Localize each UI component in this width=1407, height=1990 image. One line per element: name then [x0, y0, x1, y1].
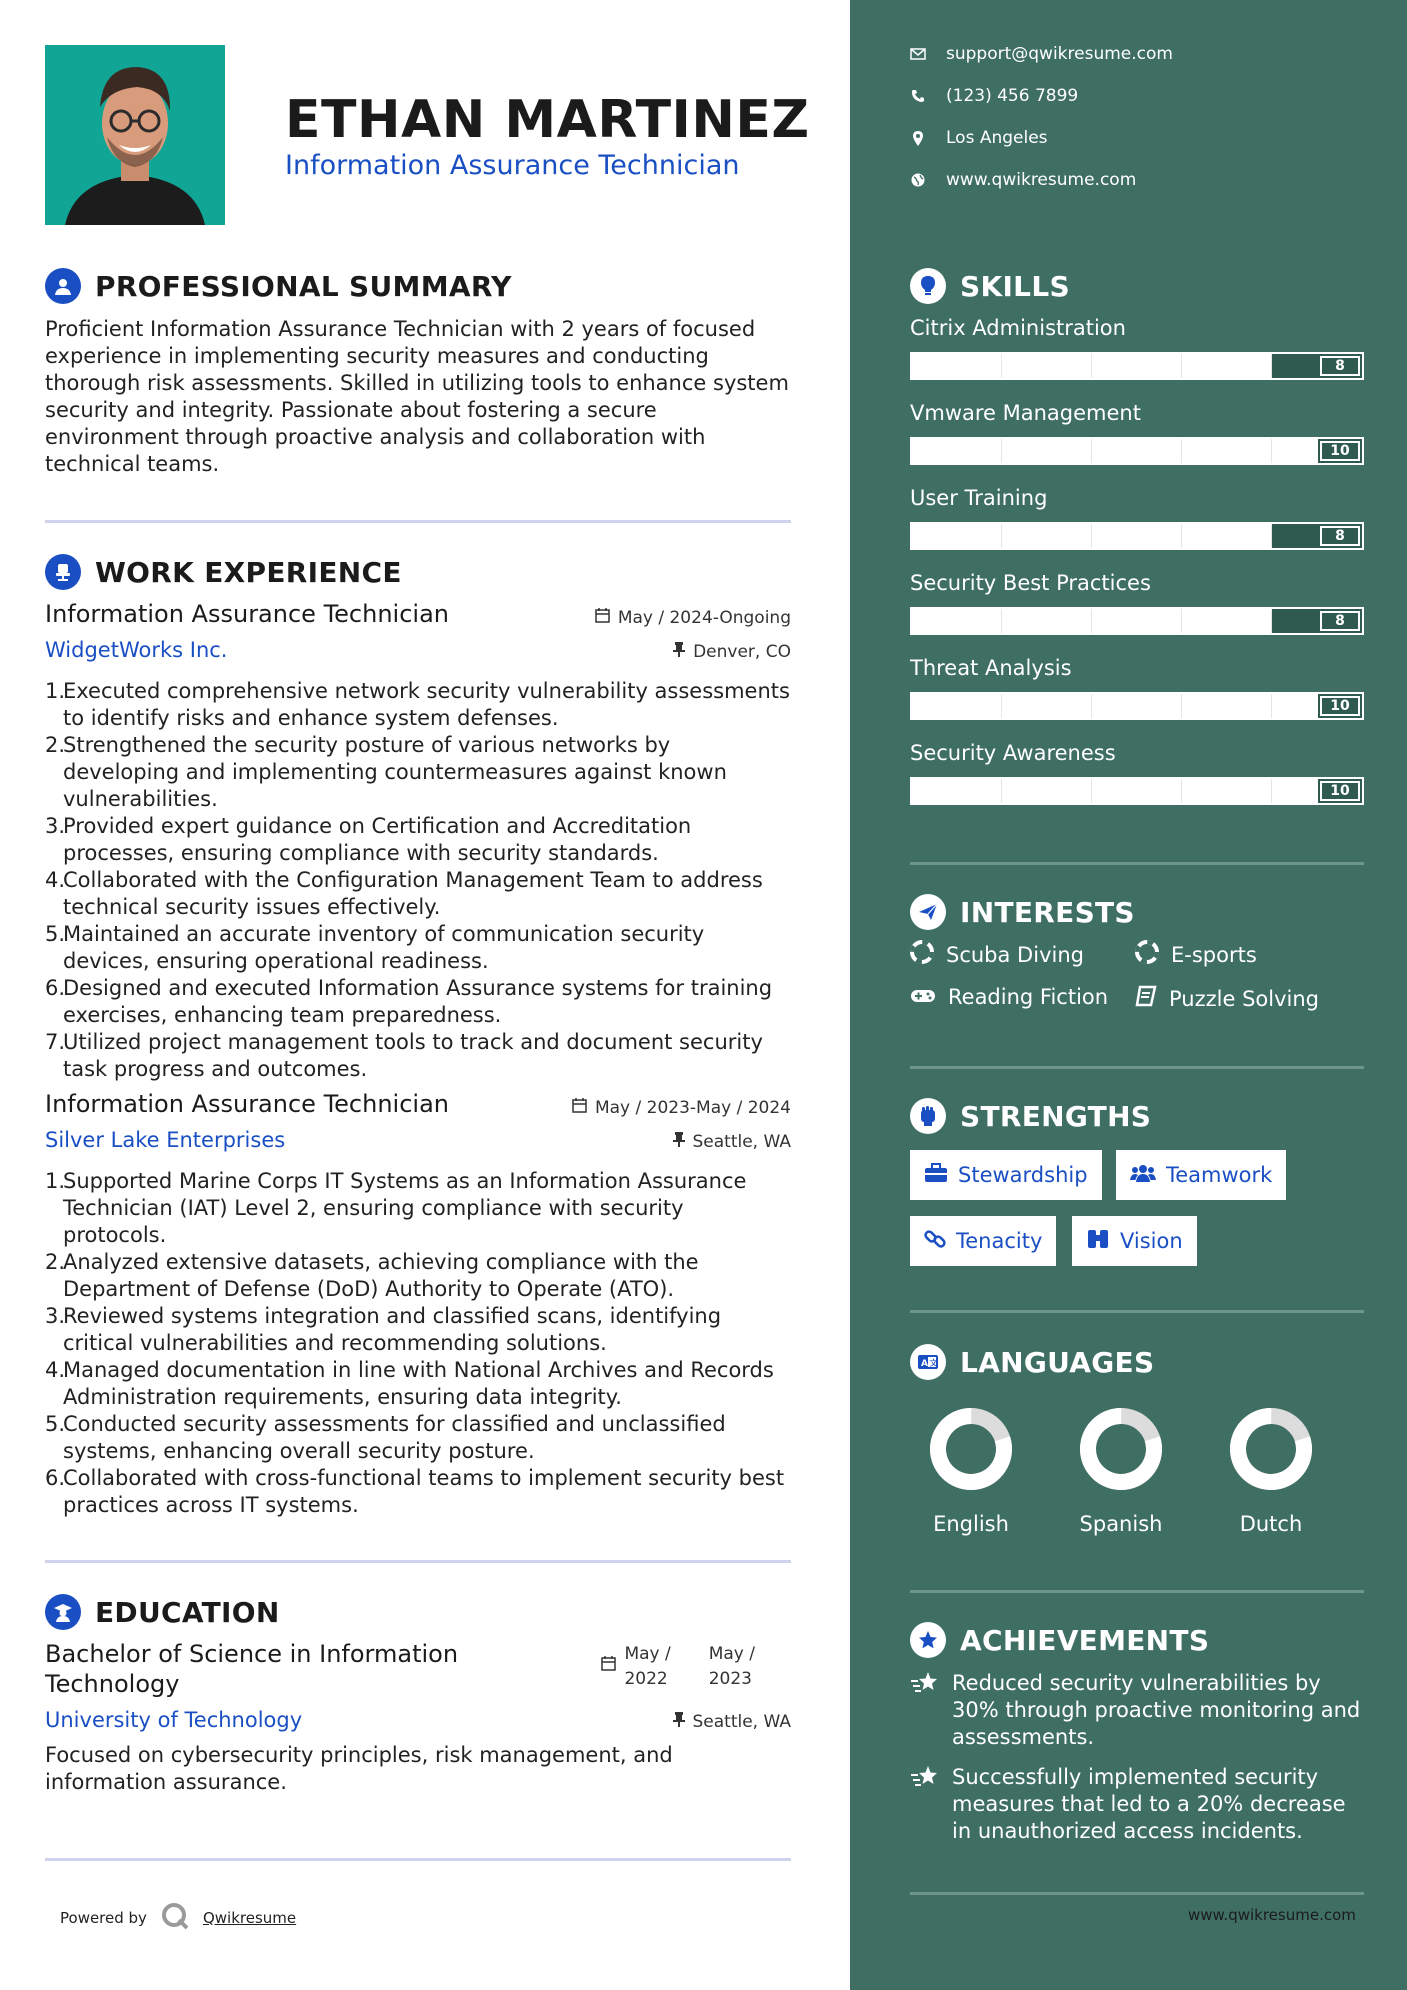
section-divider — [45, 1858, 791, 1861]
skill-level-bar — [910, 692, 1364, 720]
section-divider — [45, 520, 791, 523]
binoculars-icon — [1086, 1228, 1110, 1255]
summary-title: PROFESSIONAL SUMMARY — [95, 269, 512, 303]
lifebuoy-icon — [1135, 940, 1159, 969]
skill-item — [910, 656, 1364, 720]
skill-item — [910, 316, 1364, 380]
fist-icon — [910, 1098, 946, 1134]
lightbulb-icon — [910, 268, 946, 304]
skill-bar-segment — [1002, 779, 1092, 803]
skill-bar-segment — [1002, 609, 1092, 633]
strength-tag — [910, 1216, 1056, 1266]
bullet-text: Reviewed systems integration and classified scans, identifying critical vulnerabilities and recommending solutions. — [63, 1304, 722, 1355]
language-gauge-fill — [929, 1407, 1012, 1490]
contact-phone-text: (123) 456 7899 — [946, 86, 1079, 106]
paper-plane-icon — [910, 894, 946, 930]
skill-bar-segment — [912, 439, 1002, 463]
job-company: WidgetWorks Inc. — [45, 638, 228, 662]
job-bullets — [45, 678, 791, 1083]
skill-name: User Training — [910, 486, 1048, 510]
education-end-month: May / — [708, 1644, 755, 1664]
lifebuoy-icon — [910, 940, 934, 969]
skill-level-badge: 10 — [1320, 781, 1360, 801]
skill-level-bar — [910, 352, 1364, 380]
skill-bar-segment — [1092, 694, 1182, 718]
skill-bar-segment — [1092, 524, 1182, 548]
envelope-icon — [910, 46, 926, 62]
interests-heading — [910, 894, 1135, 930]
skill-bar-segment — [1002, 524, 1092, 548]
pin-icon — [673, 1132, 685, 1152]
education-title: EDUCATION — [95, 1595, 280, 1629]
education-heading — [45, 1594, 280, 1630]
candidate-name: ETHAN MARTINEZ — [285, 90, 810, 150]
bullet-item — [45, 813, 791, 867]
bullet-number: 3. — [45, 1304, 66, 1328]
education-location-text: Seattle, WA — [692, 1712, 791, 1732]
bullet-text: Managed documentation in line with National Archives and Records Administration requirements, ensuring data integrity. — [63, 1358, 774, 1409]
summary-text: Proficient Information Assurance Technician with 2 years of focused experience in implementing security measures and conducting thorough risk assessments. Skilled in utilizing tools to enhance system security and integrity. Passionate about fostering a secure environment through proactive analysis and collaboration with technical teams. — [45, 317, 789, 476]
skill-bar-segment — [1182, 694, 1272, 718]
job-bullets — [45, 1168, 791, 1519]
language-gauge — [1226, 1404, 1316, 1494]
bullet-text: Analyzed extensive datasets, achieving compliance with the Department of Defense (DoD) Authority to Operate (ATO). — [63, 1250, 699, 1301]
bullet-text: Collaborated with cross-functional teams to implement security best practices across IT systems. — [63, 1466, 785, 1517]
interests-title: INTERESTS — [960, 895, 1135, 929]
job-date — [595, 608, 791, 628]
link-icon — [924, 1228, 946, 1255]
education-end-year: 2023 — [708, 1669, 752, 1689]
footer-powered-by — [60, 1902, 296, 1934]
summary-heading — [45, 268, 512, 304]
strength-tag — [910, 1150, 1102, 1200]
bullet-text: Supported Marine Corps IT Systems as an Information Assurance Technician (IAT) Level 2, ensuring compliance with security protocols. — [63, 1169, 747, 1247]
education-start — [624, 1642, 670, 1692]
user-icon — [45, 268, 81, 304]
bullet-number: 6. — [45, 1466, 66, 1490]
education-start-year: 2022 — [624, 1669, 668, 1689]
pin-icon — [673, 642, 685, 662]
contact-email-text: support@qwikresume.com — [946, 44, 1173, 64]
skill-bar-segment — [1182, 609, 1272, 633]
bullet-number: 1. — [45, 1169, 66, 1193]
qwikresume-link[interactable]: Qwikresume — [202, 1909, 297, 1927]
language-item — [1196, 1404, 1346, 1536]
achievements-heading — [910, 1622, 1209, 1658]
bullet-item — [45, 921, 791, 975]
interest-item — [1135, 985, 1319, 1012]
achievement-text: Successfully implemented security measures that led to a 20% decrease in unauthorized access incidents. — [952, 1765, 1346, 1843]
bullet-text: Utilized project management tools to track and document security task progress and outcomes. — [63, 1030, 763, 1081]
contact-phone[interactable] — [910, 86, 1078, 106]
strengths-heading — [910, 1098, 1151, 1134]
bullet-number: 1. — [45, 679, 66, 703]
skill-level-badge: 10 — [1320, 441, 1360, 461]
skill-bar-segment — [1182, 524, 1272, 548]
job-location-text: Denver, CO — [693, 642, 791, 662]
calendar-icon — [601, 1656, 616, 1676]
skill-item — [910, 401, 1364, 465]
bullet-item — [45, 1168, 791, 1249]
job-location — [673, 642, 791, 662]
star-burst-icon — [910, 1670, 940, 1751]
education-location — [673, 1712, 792, 1732]
strength-label: Stewardship — [958, 1163, 1088, 1187]
translate-icon — [910, 1344, 946, 1380]
contact-email[interactable] — [910, 44, 1173, 64]
users-icon — [1130, 1163, 1156, 1188]
bullet-text: Provided expert guidance on Certification and Accreditation processes, ensuring compliance with security standards. — [63, 814, 692, 865]
interest-label: Puzzle Solving — [1169, 986, 1319, 1011]
skill-bar-segment — [912, 609, 1002, 633]
contact-location-text: Los Angeles — [946, 128, 1048, 148]
job-location — [673, 1132, 792, 1152]
skill-bar-segment — [912, 779, 1002, 803]
language-name: English — [933, 1512, 1009, 1536]
bullet-item — [45, 867, 791, 921]
achievement-text: Reduced security vulnerabilities by 30% through proactive monitoring and assessments. — [952, 1671, 1361, 1749]
education-start-month: May / — [624, 1644, 671, 1664]
skill-level-bar — [910, 607, 1364, 635]
footer-site[interactable]: www.qwikresume.com — [1188, 1906, 1356, 1924]
skill-bar-segment — [1092, 609, 1182, 633]
degree-line-1: Bachelor of Science in Information — [45, 1640, 459, 1668]
pin-icon — [673, 1712, 685, 1732]
achievements-title: ACHIEVEMENTS — [960, 1623, 1210, 1657]
skill-bar-segment — [1002, 694, 1092, 718]
strength-tag — [1116, 1150, 1286, 1200]
bullet-number: 5. — [45, 1412, 66, 1436]
calendar-icon — [595, 608, 610, 628]
skill-item — [910, 741, 1364, 805]
bullet-item — [45, 1029, 791, 1083]
interest-label: Reading Fiction — [948, 985, 1109, 1009]
svg-text:A: A — [921, 1359, 928, 1369]
job-date-text: May / 2024-Ongoing — [617, 608, 791, 628]
contact-website[interactable] — [910, 170, 1136, 190]
bullet-item — [45, 1303, 791, 1357]
skill-level-badge: 8 — [1320, 356, 1360, 376]
skill-bar-segment — [1182, 354, 1272, 378]
award-star-icon — [910, 1622, 946, 1658]
profile-photo — [45, 45, 225, 225]
bullet-item — [45, 975, 791, 1029]
bullet-number: 6. — [45, 976, 66, 1000]
candidate-role: Information Assurance Technician — [285, 150, 740, 181]
job-company: Silver Lake Enterprises — [45, 1128, 286, 1152]
job-location-text: Seattle, WA — [692, 1132, 791, 1152]
bullet-number: 4. — [45, 1358, 66, 1382]
language-gauge — [926, 1404, 1016, 1494]
svg-text:文: 文 — [929, 1358, 938, 1368]
interest-item — [1135, 940, 1257, 969]
map-pin-icon — [910, 130, 926, 146]
qwikresume-logo-icon — [161, 1902, 189, 1934]
bullet-text: Executed comprehensive network security vulnerability assessments to identify risks and enhance system defenses. — [63, 679, 790, 730]
skill-bar-segment — [1092, 439, 1182, 463]
strengths-title: STRENGTHS — [960, 1099, 1152, 1133]
bullet-number: 7. — [45, 1030, 66, 1054]
bullet-item — [45, 1357, 791, 1411]
achievement-item — [910, 1764, 1370, 1845]
bullet-text: Collaborated with the Configuration Management Team to address technical security issues effectively. — [63, 868, 763, 919]
bullet-text: Maintained an accurate inventory of communication security devices, ensuring operational readiness. — [63, 922, 705, 973]
bullet-number: 2. — [45, 733, 66, 757]
skill-bar-segment — [1002, 354, 1092, 378]
graduate-icon — [45, 1594, 81, 1630]
strength-label: Vision — [1120, 1229, 1183, 1253]
skill-name: Threat Analysis — [910, 656, 1072, 680]
bullet-number: 4. — [45, 868, 66, 892]
skill-level-bar — [910, 777, 1364, 805]
skill-bar-segment — [1002, 439, 1092, 463]
education-description: Focused on cybersecurity principles, risk management, and information assurance. — [45, 1743, 673, 1794]
bullet-number: 3. — [45, 814, 66, 838]
skill-bar-segment — [912, 694, 1002, 718]
work-title: WORK EXPERIENCE — [95, 555, 402, 589]
language-gauge-fill — [1079, 1407, 1162, 1490]
briefcase-icon — [924, 1163, 948, 1188]
office-chair-icon — [45, 554, 81, 590]
work-heading — [45, 554, 402, 590]
degree-line-2: Technology — [45, 1670, 180, 1698]
interest-label: E-sports — [1171, 942, 1257, 967]
skill-level-bar — [910, 522, 1364, 550]
person-avatar-icon — [45, 45, 225, 225]
skill-name: Security Best Practices — [910, 571, 1151, 595]
job-title: Information Assurance Technician — [45, 600, 449, 628]
interest-item — [910, 985, 1108, 1009]
job-entry — [45, 1090, 791, 1519]
languages-title: LANGUAGES — [960, 1345, 1155, 1379]
language-gauge-fill — [1229, 1407, 1312, 1490]
globe-icon — [910, 172, 926, 188]
gamepad-icon — [910, 985, 936, 1009]
skill-bar-segment — [1182, 439, 1272, 463]
bullet-item — [45, 1465, 791, 1519]
skill-name: Security Awareness — [910, 741, 1116, 765]
education-end — [709, 1642, 755, 1692]
interest-item — [910, 940, 1084, 969]
bullet-number: 5. — [45, 922, 66, 946]
sidebar-divider — [910, 1892, 1364, 1895]
skill-bar-segment — [1182, 779, 1272, 803]
education-entry — [45, 1640, 791, 1796]
contact-website-text: www.qwikresume.com — [946, 170, 1137, 190]
book-icon — [1135, 985, 1157, 1012]
job-title: Information Assurance Technician — [45, 1090, 449, 1118]
sidebar-divider — [910, 862, 1364, 865]
calendar-icon — [572, 1098, 587, 1118]
strength-label: Teamwork — [1166, 1163, 1273, 1187]
language-item — [1046, 1404, 1196, 1536]
bullet-number: 2. — [45, 1250, 66, 1274]
skill-bar-segment — [912, 524, 1002, 548]
skills-title: SKILLS — [960, 269, 1070, 303]
achievement-item — [910, 1670, 1370, 1751]
star-burst-icon — [910, 1764, 940, 1845]
section-divider — [45, 1560, 791, 1563]
bullet-item — [45, 732, 791, 813]
skill-bar-segment — [1092, 779, 1182, 803]
skill-level-bar — [910, 437, 1364, 465]
bullet-item — [45, 1411, 791, 1465]
interest-label: Scuba Diving — [946, 942, 1084, 967]
language-name: Spanish — [1079, 1512, 1163, 1536]
job-entry — [45, 600, 791, 1083]
sidebar-divider — [910, 1310, 1364, 1313]
skill-level-badge: 8 — [1320, 611, 1360, 631]
skill-bar-segment — [1092, 354, 1182, 378]
sidebar-divider — [910, 1590, 1364, 1593]
school-name: University of Technology — [45, 1708, 303, 1732]
skill-level-badge: 10 — [1320, 696, 1360, 716]
bullet-text: Designed and executed Information Assurance systems for training exercises, enhancing team preparedness. — [63, 976, 773, 1027]
sidebar-divider — [910, 1066, 1364, 1069]
phone-icon — [910, 88, 926, 104]
language-name: Dutch — [1239, 1512, 1303, 1536]
powered-by-label: Powered by — [60, 1909, 147, 1927]
languages-heading — [910, 1344, 1154, 1380]
skill-bar-segment — [912, 354, 1002, 378]
skill-item — [910, 571, 1364, 635]
skill-name: Vmware Management — [910, 401, 1141, 425]
language-gauge — [1076, 1404, 1166, 1494]
bullet-text: Conducted security assessments for classified and unclassified systems, enhancing overall security posture. — [63, 1412, 726, 1463]
strength-label: Tenacity — [956, 1229, 1043, 1253]
skill-name: Citrix Administration — [910, 316, 1126, 340]
skill-level-badge: 8 — [1320, 526, 1360, 546]
bullet-item — [45, 678, 791, 732]
language-item — [896, 1404, 1046, 1536]
bullet-item — [45, 1249, 791, 1303]
strength-tag — [1072, 1216, 1197, 1266]
education-date — [601, 1642, 755, 1692]
bullet-text: Strengthened the security posture of various networks by developing and implementing countermeasures against known vulnerabilities. — [63, 733, 727, 811]
job-date-text: May / 2023-May / 2024 — [594, 1098, 791, 1118]
skills-heading — [910, 268, 1070, 304]
contact-location — [910, 128, 1048, 148]
skill-item — [910, 486, 1364, 550]
job-date — [572, 1098, 791, 1118]
